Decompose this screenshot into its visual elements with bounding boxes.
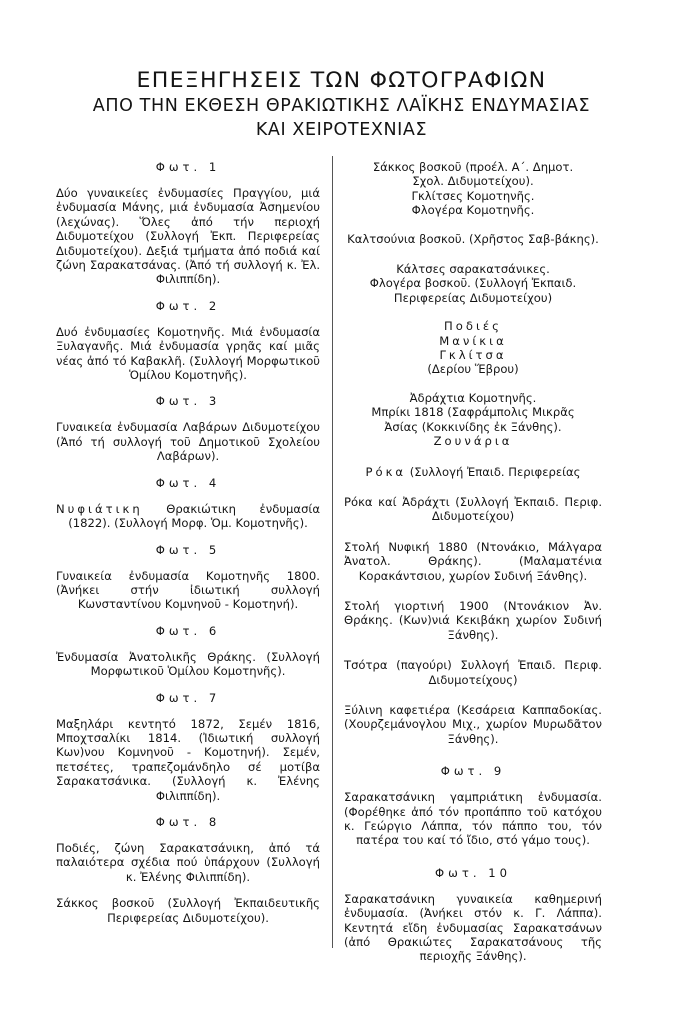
caption-text: Θρακιώτικη ἐνδυμασία (1822). (Συλλογή Μορφ. Ὁμ. Κομοτηνῆς). [68, 501, 320, 531]
photo-caption: Στολή γιορτινή 1900 (Ντονάκιον Ἀν. Θράκης. (Κων)νιά Κεκιβάκη χωρίον Συδινή Ξάνθης). [344, 598, 602, 642]
caption-line: Γκλίτσες Κομοτηνῆς. [411, 188, 535, 203]
photo-caption: Σάκκος βοσκοῦ (Συλλογή Ἐκπαιδευτικῆς Περιφερείας Διδυμοτείχου). [56, 896, 320, 925]
photo-heading: Φωτ. 10 [435, 865, 511, 880]
photo-caption: Γυναικεία ἐνδυμασία Λαβάρων Διδυμοτείχου (Ἀπό τή συλλογή τοῦ Δημοτικοῦ Σχολείου Λαβάρων). [56, 420, 320, 464]
right-column [344, 160, 602, 976]
photo-caption: Ρόκα καί Ἀδράχτι (Συλλογή Ἐκπαιδ. Περιφ. Διδυμοτείχου) [344, 494, 602, 524]
caption-text: (Συλλογή Ἐπαιδ. Περιφερείας [406, 464, 581, 479]
photo-caption: Σαρακατσάνικη γαμπριάτικη ἐνδυμασία. (Φορέθηκε ἀπό τόν προπάππο τοῦ κατόχου κ. Γεώργιο Λάππα, τόν πάππο του, τόν πατέρα του καί τό ἴδιο, στό γάμο τους). [344, 790, 602, 848]
photo-heading: Φωτ. 3 [155, 394, 221, 409]
title-block [0, 66, 683, 142]
photo-heading: Φωτ. 8 [155, 814, 221, 829]
caption-line: Ἀσίας (Κοκκινίδης ἐκ Ξάνθης). [384, 419, 562, 434]
caption-line: Σχολ. Διδυμοτείχου). [412, 174, 534, 189]
photo-caption: Τσότρα (παγούρι) Συλλογή Ἐπαιδ. Περιφ. Διδυμοτείχους) [344, 658, 602, 687]
photo-heading: Φωτ. 2 [155, 298, 221, 313]
left-column [56, 160, 320, 937]
caption-line: Ποδιές [444, 319, 502, 334]
column-divider [332, 156, 333, 948]
photo-heading: Φωτ. 1 [155, 160, 221, 174]
photo-caption: Δύο γυναικείες ἐνδυμασίες Πραγγίου, μιά ἐνδυμασία Μάνης, μιά ἐνδυμασία Ἀσημενίου (λεχώνας). Ὅλες ἀπό τήν περιοχή Διδυμοτείχου (Συλλογή Ἐκπ. Περιφερείας Διδυμοτείχου). Δεξιά τμήματα ἀπό ποδιά καί ζώνη Σαρακατσάνας. (Ἀπό τή συλλογή κ. Ἐλ. Φιλιππίδη). [56, 186, 320, 287]
photo-heading: Φωτ. 5 [155, 542, 221, 557]
photo-caption: Ξύλινη καφετιέρα (Κεσάρεια Καππαδοκίας. (Χουρζεμάνογλου Μιχ., χωρίον Μυρωδᾶτον Ξάνθης). [344, 702, 602, 746]
caption-block [344, 262, 602, 305]
photo-caption [344, 465, 602, 479]
caption-line: Σάκκος βοσκοῦ (προέλ. Α΄. Δημοτ. [372, 160, 574, 174]
caption-lead-word: Ρόκα [365, 464, 407, 479]
caption-line: Μανίκια [439, 333, 507, 348]
photo-heading: Φωτ. 7 [155, 690, 221, 705]
subtitle-line-2: ΚΑΙ ΧΕΙΡΟΤΕΧΝΙΑΣ [255, 120, 428, 140]
photo-caption [56, 502, 320, 531]
photo-heading: Φωτ. 9 [440, 764, 506, 779]
caption-line: Φλογέρα Κομοτηνῆς. [411, 203, 535, 218]
caption-line: Κάλτσες σαρακατσάνικες. [396, 262, 550, 277]
caption-line: Ἀδράχτια Κομοτηνῆς. [409, 390, 537, 405]
photo-heading: Φωτ. 6 [155, 623, 221, 638]
caption-lead-word: Νυφιάτικη [56, 501, 143, 516]
caption-line: Περιφερείας Διδυμοτείχου) [393, 290, 553, 305]
photo-caption: Ποδιές, ζώνη Σαρακατσάνικη, ἀπό τά παλαιότερα σχέδια πού ὑπάρχουν (Συλλογή κ. Ἐλένης Φιλιππίδη). [56, 840, 320, 884]
caption-block [344, 319, 602, 377]
subtitle-line-1: ΑΠΟ ΤΗΝ ΕΚΘΕΣΗ ΘΡΑΚΙΩΤΙΚΗΣ ΛΑΪΚΗΣ ΕΝΔΥΜΑΣΙΑΣ [92, 96, 591, 116]
photo-caption: Ἐνδυμασία Ἀνατολικῆς Θράκης. (Συλλογή Μορφωτικοῦ Ὁμίλου Κομοτηνῆς). [56, 649, 320, 679]
caption-line: Φλογέρα βοσκοῦ. (Συλλογή Ἐκπαιδ. [369, 276, 577, 291]
photo-caption: Μαξηλάρι κεντητό 1872, Σεμέν 1816, Μποχτσαλίκι 1814. (Ἰδιωτική συλλογή Κων)νου Κομνηνοῦ - Κομοτηνή). Σεμέν, πετσέτες, τραπεζομάνδηλο σέ μοτίβα Σαρακατσάνικα. (Συλλογή κ. Ἐλένης Φιλιππίδη). [56, 716, 320, 803]
main-title: ΕΠΕΞΗΓΗΣΕΙΣ ΤΩΝ ΦΩΤΟΓΡΑΦΙΩΝ [136, 68, 547, 92]
caption-block [344, 160, 602, 218]
photo-caption: Στολή Νυφική 1880 (Ντονάκιο, Μάλγαρα Ἀνατολ. Θράκης). (Μαλαματένια Κορακάντσιου, χωρίον Συδινή Ξάνθης). [344, 539, 602, 583]
photo-caption: Σαρακατσάνικη γυναικεία καθημερινή ἐνδυμασία. (Ἀνήκει στόν κ. Γ. Λάππα). Κεντητά εἴδη ἐνδυμασίας Σαρακατσάνων (ἀπό Θρακιώτες Σαρακατσάνους τῆς περιοχῆς Ξάνθης). [344, 891, 602, 964]
photo-caption: Γυναικεία ἐνδυμασία Κομοτηνῆς 1800. (Ἀνήκει στήν ἰδιωτική συλλογή Κωνσταντίνου Κομνηνοῦ - Κομοτηνή). [56, 568, 320, 612]
caption-block [344, 391, 602, 449]
caption-line: Μπρίκι 1818 (Σαφράμπολις Μικρᾶς [371, 405, 575, 420]
photo-caption: Καλτσούνια βοσκοῦ. (Χρῆστος Σαβ-βάκης). [347, 231, 599, 246]
caption-line: Ζουνάρια [433, 434, 513, 449]
caption-line: Γκλίτσα [439, 348, 507, 363]
caption-line: (Δερίου Ἕβρου) [427, 362, 519, 377]
photo-caption: Δυό ἐνδυμασίες Κομοτηνῆς. Μιά ἐνδυμασία Ξυλαγανῆς. Μιά ἐνδυμασία γρηᾶς καί μιᾶς νέας ἀπό τό Καβακλῆ. (Συλλογή Μορφωτικοῦ Ὁμίλου Κομοτηνῆς). [56, 324, 320, 383]
photo-heading: Φωτ. 4 [155, 475, 221, 490]
